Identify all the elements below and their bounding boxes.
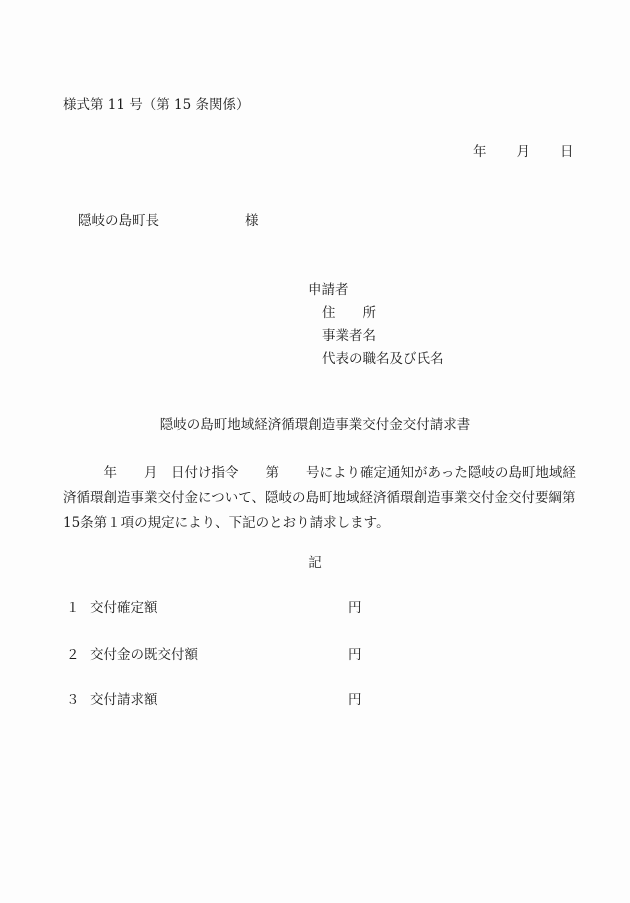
representative-label: 代表の職名及び氏名 xyxy=(322,351,444,367)
addressee-honorific: 様 xyxy=(245,213,259,229)
applicant-heading: 申請者 xyxy=(308,282,349,298)
document-title: 隠岐の島町地域経済循環創造事業交付金交付請求書 xyxy=(159,417,471,433)
item-unit: 円 xyxy=(348,692,362,708)
date-line xyxy=(473,143,574,161)
date-day: 日 xyxy=(560,144,574,160)
ki-heading: 記 xyxy=(308,555,322,571)
item-label: 交付金の既交付額 xyxy=(90,647,198,663)
addressee xyxy=(78,212,259,230)
item-number: ２ xyxy=(66,647,80,663)
item-unit: 円 xyxy=(348,600,362,616)
form-number: 様式第 11 号（第 15 条関係） xyxy=(63,97,250,113)
addressee-name: 隠岐の島町長 xyxy=(78,213,159,229)
item-label: 交付請求額 xyxy=(90,692,158,708)
date-month: 月 xyxy=(516,144,530,160)
item-row xyxy=(66,646,362,664)
item-number: １ xyxy=(66,600,80,616)
item-row xyxy=(66,691,362,709)
item-label: 交付確定額 xyxy=(90,600,158,616)
date-year: 年 xyxy=(473,144,487,160)
item-number: ３ xyxy=(66,692,80,708)
address-label: 住 所 xyxy=(322,305,376,321)
business-name-label: 事業者名 xyxy=(322,328,376,344)
item-unit: 円 xyxy=(348,647,362,663)
applicant-block xyxy=(308,279,444,371)
body-paragraph: 年 月 日付け指令 第 号により確定通知があった隠岐の島町地域経済循環創造事業交付金について、隠岐の島町地域経済循環創造事業交付金交付要綱第15条第１項の規定により、下記のとおり請求します。 xyxy=(63,465,576,531)
item-row xyxy=(66,599,362,617)
